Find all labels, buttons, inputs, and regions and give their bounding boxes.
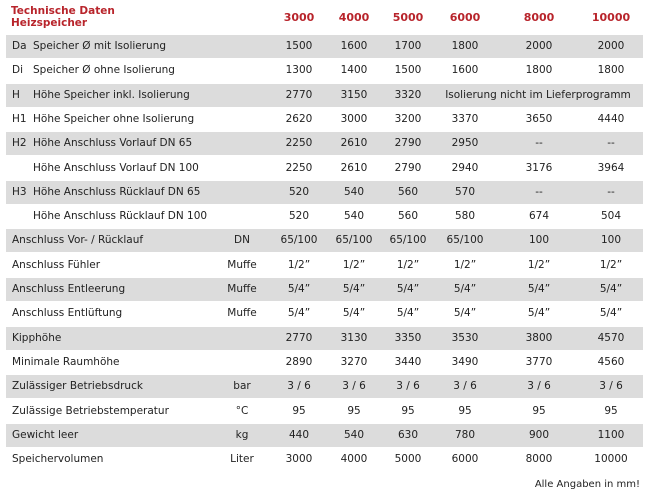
row-value: 2790 — [394, 161, 422, 174]
row-value: 3440 — [394, 355, 422, 368]
row-value: 100 — [528, 234, 550, 247]
table-row — [6, 132, 643, 155]
table-row — [6, 327, 643, 350]
row-label: Zulässige Betriebstemperatur — [12, 404, 169, 417]
row-label: Speichervolumen — [12, 453, 104, 466]
row-value: 1700 — [394, 40, 422, 52]
row-value: 1/2” — [527, 258, 551, 271]
footer-note: Alle Angaben in mm! — [534, 479, 640, 490]
row-value: 1/2” — [342, 258, 366, 271]
row-value: 10000 — [594, 453, 628, 466]
row-label: Höhe Speicher inkl. Isolierung — [33, 88, 190, 101]
row-value: 3350 — [394, 331, 422, 344]
row-value: 1100 — [597, 428, 625, 441]
row-value: 100 — [600, 234, 622, 247]
row-value: 5/4” — [453, 283, 477, 295]
table-row — [6, 84, 643, 107]
table-row — [6, 351, 643, 374]
row-value: 4560 — [597, 355, 625, 368]
row-value: 4440 — [597, 112, 625, 125]
row-unit: Muffe — [227, 283, 257, 295]
row-value: 3964 — [597, 161, 625, 174]
row-value: 3490 — [451, 355, 479, 368]
row-value: 3130 — [340, 331, 368, 344]
table-title — [11, 5, 115, 29]
row-value: 3 / 6 — [342, 380, 366, 393]
row-value: 95 — [347, 404, 361, 417]
row-value: 580 — [454, 210, 476, 223]
row-label: Minimale Raumhöhe — [12, 355, 120, 368]
row-value: 65/100 — [446, 234, 484, 247]
row-unit: kg — [235, 428, 249, 441]
row-value: 3530 — [451, 331, 479, 344]
row-value: 5/4” — [287, 307, 311, 320]
row-value: 2610 — [340, 137, 368, 150]
row-label: Speicher Ø mit Isolierung — [33, 40, 167, 52]
row-value: 520 — [288, 185, 310, 198]
row-value: 1800 — [597, 64, 625, 77]
row-value: 1300 — [285, 64, 313, 77]
row-value: 674 — [528, 210, 550, 223]
row-label: Speicher Ø ohne Isolierung — [33, 64, 175, 77]
row-label: Anschluss Fühler — [12, 258, 101, 271]
title-line-2: Heizspeicher — [11, 17, 88, 29]
row-value: 65/100 — [335, 234, 373, 247]
row-value: 560 — [397, 210, 419, 223]
row-value: 2770 — [285, 331, 313, 344]
table-row — [6, 278, 643, 301]
row-label: Anschluss Entleerung — [12, 283, 126, 295]
row-value: 3 / 6 — [453, 380, 477, 393]
row-value: -- — [607, 137, 615, 150]
row-value: 2940 — [451, 161, 479, 174]
row-value: 3176 — [525, 161, 553, 174]
row-value: 65/100 — [280, 234, 318, 247]
row-value: -- — [607, 185, 615, 198]
row-unit: Muffe — [227, 258, 257, 271]
table-row — [6, 302, 643, 325]
row-code: H3 — [12, 185, 27, 198]
row-value: 5/4” — [453, 307, 477, 320]
row-value: 95 — [604, 404, 618, 417]
row-value: 3000 — [285, 453, 313, 466]
row-value: 2250 — [285, 137, 313, 150]
row-value: 900 — [528, 428, 550, 441]
row-unit: DN — [234, 234, 250, 247]
row-value: 5/4” — [599, 283, 623, 295]
row-code: H1 — [12, 112, 27, 125]
row-value: 3800 — [525, 331, 553, 344]
row-label: Höhe Anschluss Rücklauf DN 65 — [33, 185, 201, 198]
row-value: 5/4” — [396, 283, 420, 295]
row-value: 5/4” — [527, 283, 551, 295]
row-value: 5/4” — [396, 307, 420, 320]
table-row — [6, 229, 643, 252]
table-row — [6, 157, 643, 180]
row-value: -- — [535, 185, 543, 198]
row-value: 5/4” — [527, 307, 551, 320]
row-value: 3 / 6 — [599, 380, 623, 393]
row-value: 440 — [288, 428, 310, 441]
row-value: 65/100 — [389, 234, 427, 247]
row-value: 95 — [292, 404, 306, 417]
row-label: Anschluss Entlüftung — [12, 307, 123, 320]
row-label: Höhe Anschluss Vorlauf DN 65 — [33, 137, 193, 150]
row-value: 5/4” — [342, 307, 366, 320]
row-code: Di — [12, 64, 24, 77]
row-label: Kipphöhe — [12, 331, 62, 344]
row-value: 4000 — [340, 453, 368, 466]
row-value: 540 — [343, 185, 365, 198]
row-value: 1/2” — [599, 258, 623, 271]
row-value: 5/4” — [342, 283, 366, 295]
row-value: 5/4” — [599, 307, 623, 320]
row-value: 3370 — [451, 112, 479, 125]
row-value: 3650 — [525, 112, 553, 125]
table-row — [6, 108, 643, 131]
row-unit: bar — [233, 380, 251, 393]
row-value: 3 / 6 — [287, 380, 311, 393]
row-value: 1800 — [525, 64, 553, 77]
row-value: 95 — [401, 404, 415, 417]
row-note: Isolierung nicht im Lieferprogramm — [445, 88, 631, 101]
row-value: 1500 — [285, 40, 313, 52]
row-value: 570 — [454, 185, 476, 198]
row-value: 1800 — [451, 40, 479, 52]
row-value: 630 — [397, 428, 419, 441]
row-value: 2790 — [394, 137, 422, 150]
row-code: H2 — [12, 137, 27, 150]
column-header-4000: 4000 — [338, 11, 370, 24]
table-row — [6, 181, 643, 204]
row-value: 1500 — [394, 64, 422, 77]
table-row — [6, 254, 643, 277]
row-value: 540 — [343, 428, 365, 441]
row-code: Da — [12, 40, 27, 52]
row-value: 1/2” — [453, 258, 477, 271]
row-value: 8000 — [525, 453, 553, 466]
row-value: 2620 — [285, 112, 313, 125]
table-row — [6, 35, 643, 58]
row-value: 3000 — [340, 112, 368, 125]
column-header-10000: 10000 — [591, 11, 631, 24]
row-value: 2950 — [451, 137, 479, 150]
row-value: 540 — [343, 210, 365, 223]
row-value: 5/4” — [287, 283, 311, 295]
row-unit: °C — [235, 404, 249, 417]
row-value: 1400 — [340, 64, 368, 77]
row-value: 3 / 6 — [527, 380, 551, 393]
column-header-8000: 8000 — [523, 11, 555, 24]
row-value: 2000 — [525, 40, 553, 52]
row-value: 2770 — [285, 88, 313, 101]
row-code: H — [12, 88, 20, 101]
row-value: 4570 — [597, 331, 625, 344]
table-row — [6, 375, 643, 398]
row-label: Zulässiger Betriebsdruck — [12, 380, 143, 393]
row-value: 3270 — [340, 355, 368, 368]
column-header-3000: 3000 — [283, 11, 315, 24]
row-label: Höhe Speicher ohne Isolierung — [33, 112, 195, 125]
table-row — [6, 400, 643, 423]
row-label: Anschluss Vor- / Rücklauf — [12, 234, 144, 247]
row-value: -- — [535, 137, 543, 150]
row-unit: Muffe — [227, 307, 257, 320]
row-value: 3200 — [394, 112, 422, 125]
row-value: 6000 — [451, 453, 479, 466]
row-value: 780 — [454, 428, 476, 441]
row-value: 95 — [532, 404, 546, 417]
row-value: 3150 — [340, 88, 368, 101]
row-value: 2250 — [285, 161, 313, 174]
row-value: 3770 — [525, 355, 553, 368]
row-value: 560 — [397, 185, 419, 198]
column-header-5000: 5000 — [392, 11, 424, 24]
row-value: 520 — [288, 210, 310, 223]
row-label: Höhe Anschluss Rücklauf DN 100 — [33, 210, 208, 223]
table-row — [6, 205, 643, 228]
row-value: 95 — [458, 404, 472, 417]
column-header-6000: 6000 — [449, 11, 481, 24]
row-value: 3 / 6 — [396, 380, 420, 393]
row-label: Höhe Anschluss Vorlauf DN 100 — [33, 161, 199, 174]
row-value: 1600 — [451, 64, 479, 77]
row-unit: Liter — [230, 453, 254, 466]
row-value: 5000 — [394, 453, 422, 466]
table-row — [6, 424, 643, 447]
row-value: 1/2” — [396, 258, 420, 271]
table-row — [6, 59, 643, 82]
row-value: 1/2” — [287, 258, 311, 271]
row-value: 3320 — [394, 88, 422, 101]
title-line-1: Technische Daten — [11, 5, 115, 17]
row-value: 504 — [600, 210, 622, 223]
table-row — [6, 448, 643, 471]
row-value: 1600 — [340, 40, 368, 52]
row-label: Gewicht leer — [12, 428, 79, 441]
row-value: 2000 — [597, 40, 625, 52]
row-value: 2890 — [285, 355, 313, 368]
row-value: 2610 — [340, 161, 368, 174]
